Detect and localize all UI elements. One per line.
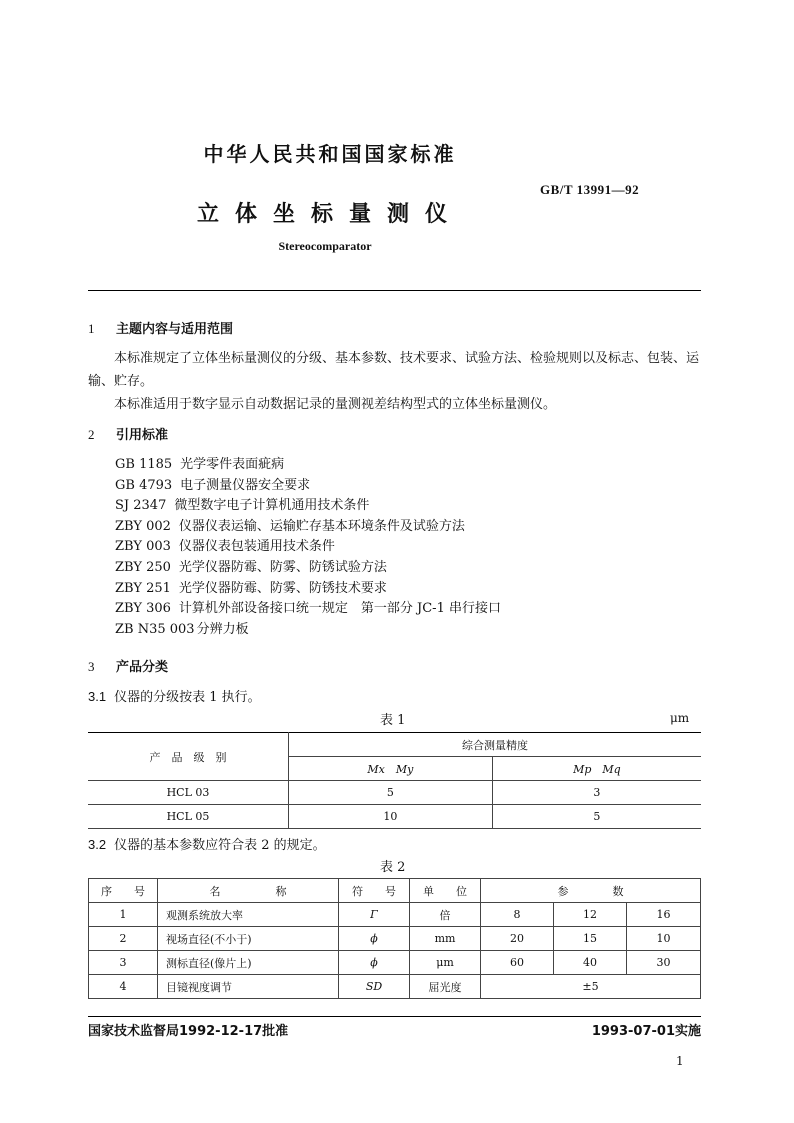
reference-code: ZBY 306 [115, 601, 171, 617]
table-1 [88, 732, 701, 829]
reference-title: 电子测量仪器安全要求 [180, 477, 311, 493]
table-cell: 3 [492, 781, 701, 805]
table-header: 参 数 [481, 879, 701, 903]
section-number: 1 [88, 321, 95, 336]
subsection-3-1 [88, 686, 261, 705]
header-rule [88, 290, 701, 291]
section-3-heading [88, 656, 168, 675]
table-cell: 40 [554, 951, 627, 975]
table-cell: 4 [89, 975, 158, 999]
table-1-caption: 表 1 [380, 713, 406, 728]
table-1-header-grade: 产 品 级 别 [88, 733, 289, 781]
table-cell: 倍 [410, 903, 481, 927]
table-cell: 15 [554, 927, 627, 951]
table-row [89, 951, 701, 975]
reference-item [115, 599, 501, 620]
table-header: 符 号 [339, 879, 410, 903]
table-1-unit: μm [670, 711, 690, 725]
table-header-row [89, 879, 701, 903]
section-number: 3 [88, 659, 95, 674]
table-cell: 视场直径(不小于) [158, 927, 339, 951]
org-heading: 中华人民共和国国家标准 [203, 142, 457, 166]
table-cell: 60 [481, 951, 554, 975]
reference-code: ZBY 251 [115, 580, 171, 596]
section-number: 2 [88, 427, 95, 442]
table-cell: 目镜视度调节 [158, 975, 339, 999]
table-cell: 20 [481, 927, 554, 951]
reference-title: 光学零件表面疵病 [180, 457, 285, 472]
table-cell: 观测系统放大率 [158, 903, 339, 927]
section-title: 主题内容与适用范围 [116, 322, 234, 337]
reference-code: SJ 2347 [115, 498, 167, 514]
reference-code: ZBY 250 [115, 559, 171, 575]
effective-date: 1993-07-01实施 [591, 1024, 701, 1039]
subsection-3-2 [88, 834, 326, 853]
table-cell: SD [339, 975, 410, 999]
table-cell: 10 [627, 927, 701, 951]
table-2-caption: 表 2 [380, 860, 406, 875]
table-cell: 30 [627, 951, 701, 975]
table-cell: 5 [492, 805, 701, 829]
table-cell: 8 [481, 903, 554, 927]
reference-item [115, 558, 501, 579]
reference-code: ZBY 003 [115, 539, 171, 555]
section-title: 引用标准 [116, 428, 169, 443]
table-row [88, 781, 701, 805]
paragraph: 本标准适用于数字显示自动数据记录的量测视差结构型式的立体坐标量测仪。 [114, 397, 557, 412]
approval-line: 国家技术监督局1992-12-17批准 [88, 1024, 289, 1039]
table-cell: μm [410, 951, 481, 975]
table-1-subheader-mxmy: Mx My [289, 757, 493, 781]
section-title: 产品分类 [116, 660, 169, 675]
standard-number: GB/T 13991—92 [540, 182, 640, 197]
reference-item [115, 579, 501, 600]
table-row [89, 975, 701, 999]
table-cell: 1 [89, 903, 158, 927]
table-header: 名 称 [158, 879, 339, 903]
table-2 [88, 878, 701, 999]
reference-item [115, 620, 501, 641]
table-row [89, 903, 701, 927]
table-cell: HCL 03 [88, 781, 289, 805]
page-number: 1 [676, 1054, 684, 1068]
table-cell: Γ [339, 903, 410, 927]
reference-title: 仪器仪表包装通用技术条件 [178, 539, 335, 555]
reference-title: 微型数字电子计算机通用技术条件 [174, 498, 370, 514]
reference-title: 分辨力板 [196, 621, 249, 637]
reference-item [115, 537, 501, 558]
reference-list [115, 455, 501, 640]
table-cell: 5 [289, 781, 493, 805]
section-2-heading [88, 424, 168, 443]
reference-code: ZBY 002 [115, 518, 171, 534]
subsection-text: 仪器的基本参数应符合表 2 的规定。 [114, 838, 326, 853]
subsection-number: 3.2 [88, 837, 107, 852]
table-cell: 16 [627, 903, 701, 927]
table-cell: ϕ [339, 951, 410, 975]
section-1-heading [88, 318, 233, 337]
reference-item [115, 455, 501, 476]
table-cell: 屈光度 [410, 975, 481, 999]
table-header: 单 位 [410, 879, 481, 903]
table-cell: 测标直径(像片上) [158, 951, 339, 975]
reference-title: 光学仪器防霉、防雾、防锈技术要求 [178, 580, 387, 596]
reference-code: GB 1185 [115, 457, 173, 472]
reference-title: 计算机外部设备接口统一规定 第一部分 JC-1 串行接口 [178, 601, 501, 617]
table-cell: ϕ [339, 927, 410, 951]
reference-item [115, 496, 501, 517]
document-title: 立体坐标量测仪 [196, 202, 463, 227]
reference-title: 光学仪器防霉、防雾、防锈试验方法 [178, 559, 387, 575]
table-1-subheader-mpmq: Mp Mq [492, 757, 701, 781]
subsection-number: 3.1 [88, 689, 107, 704]
table-header: 序 号 [89, 879, 158, 903]
table-cell: 12 [554, 903, 627, 927]
reference-code: ZB N35 003 [115, 621, 195, 637]
table-cell: 3 [89, 951, 158, 975]
table-cell: ±5 [481, 975, 701, 999]
subsection-text: 仪器的分级按表 1 执行。 [114, 690, 261, 705]
footer-rule [88, 1016, 701, 1017]
reference-item [115, 476, 501, 497]
paragraph: 本标准规定了立体坐标量测仪的分级、基本参数、技术要求、试验方法、检验规则以及标志、包装、运输、贮存。 [88, 351, 700, 389]
section-1-body [88, 347, 703, 416]
reference-item [115, 517, 501, 538]
table-row [89, 927, 701, 951]
reference-code: GB 4793 [115, 477, 173, 493]
english-title: Stereocomparator [278, 239, 372, 253]
table-cell: 10 [289, 805, 493, 829]
table-row [88, 805, 701, 829]
table-cell: HCL 05 [88, 805, 289, 829]
table-cell: 2 [89, 927, 158, 951]
reference-title: 仪器仪表运输、运输贮存基本环境条件及试验方法 [178, 518, 465, 534]
table-cell: mm [410, 927, 481, 951]
table-1-header-accuracy: 综合测量精度 [289, 733, 702, 757]
